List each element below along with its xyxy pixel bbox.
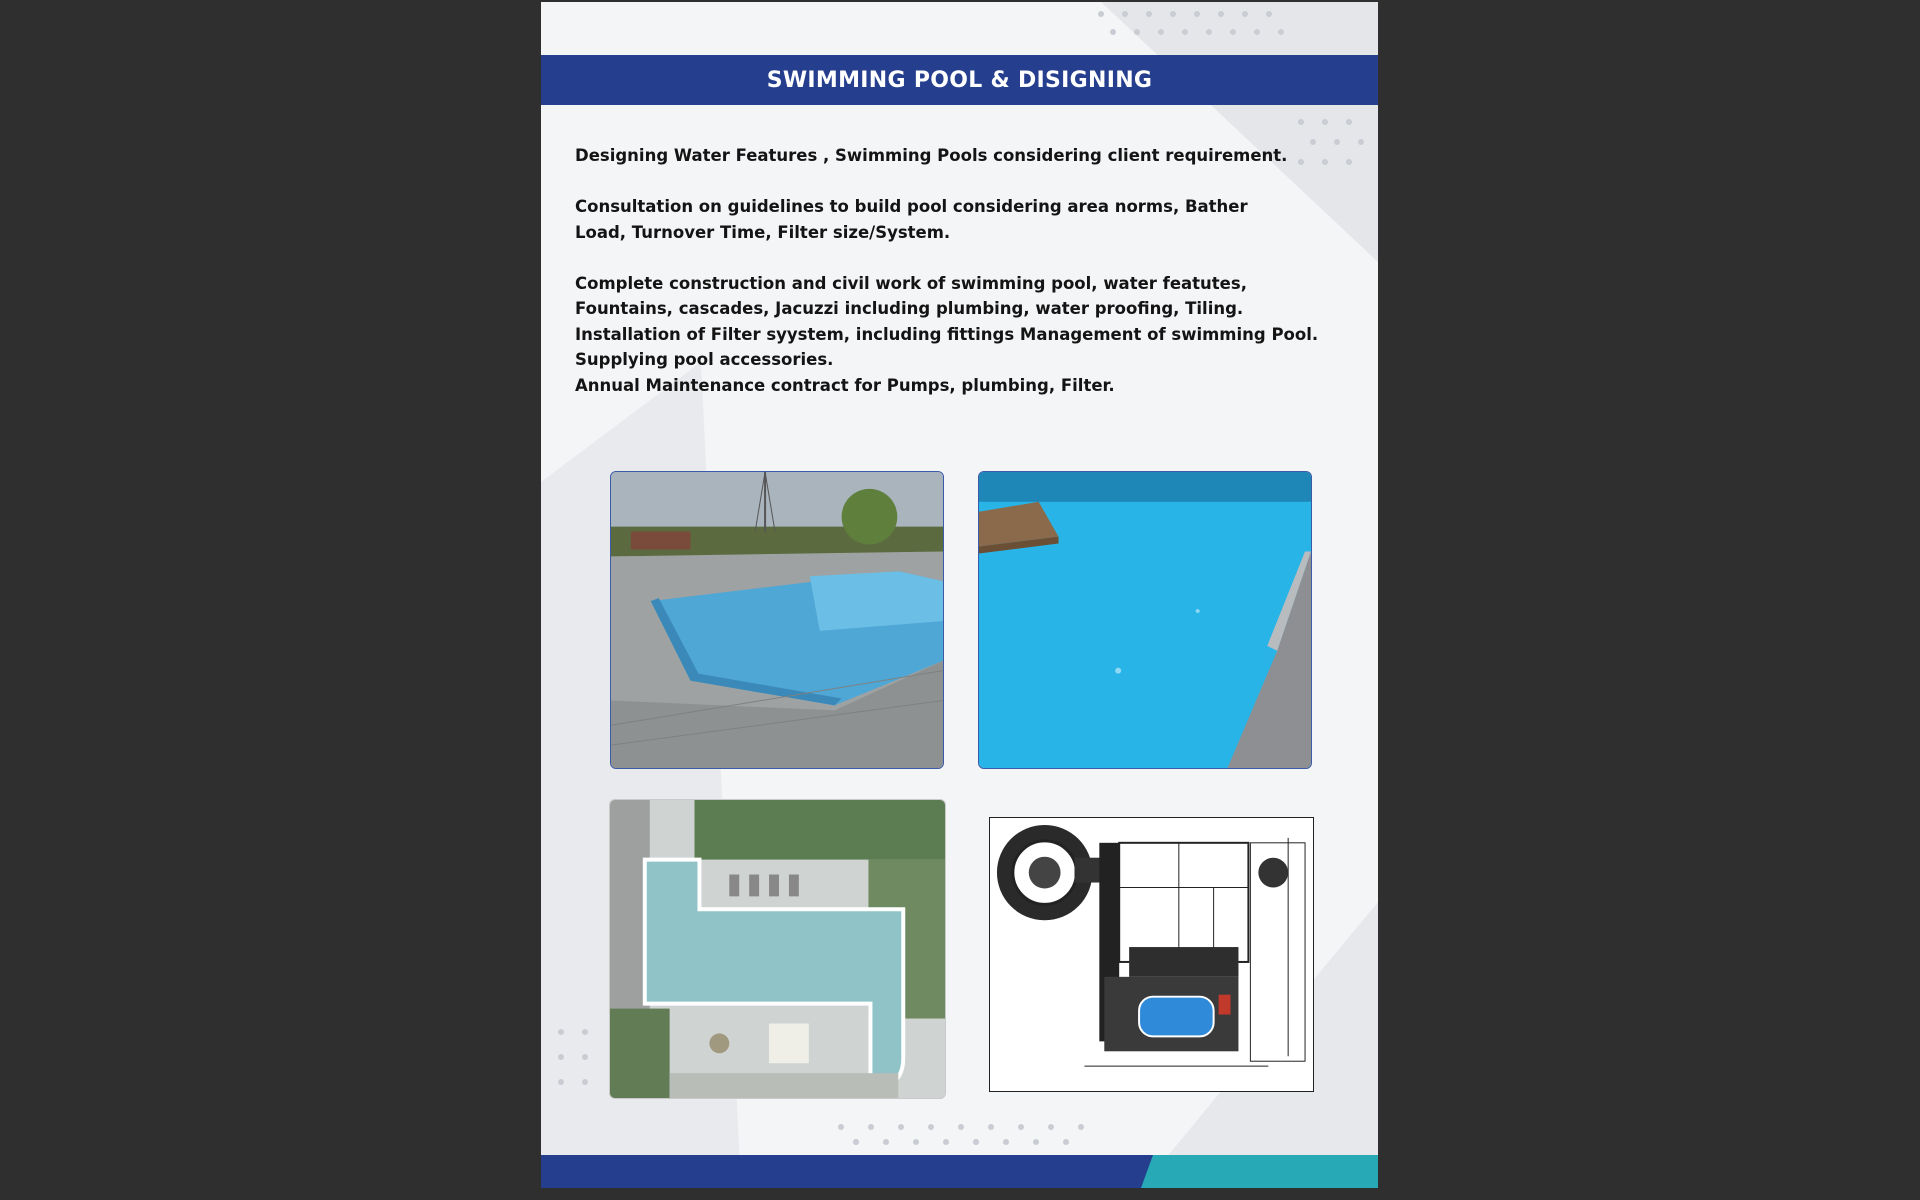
site-floor-plan-drawing [989,817,1314,1092]
finished-pool-water-photo [978,471,1312,769]
paragraph-design: Designing Water Features , Swimming Pools considering client requirement. [575,146,1288,165]
paragraph-consultation: Consultation on guidelines to build pool considering area norms, Bather Load, Turnover Time, Filter size/System. [575,197,1248,242]
paragraph-accessories: Supplying pool accessories. [575,350,834,369]
paragraph-construction: Complete construction and civil work of swimming pool, water featutes, Fountains, cascades, Jacuzzi including plumbing, water proofing, Tiling. [575,273,1247,318]
paragraph-maintenance: Annual Maintenance contract for Pumps, plumbing, Filter. [575,375,1115,395]
page-title: SWIMMING POOL & DISIGNING [766,67,1153,93]
footer-accent-bar [1141,1155,1378,1188]
paragraph-installation: Installation of Filter syystem, including fittings Management of swimming Pool. [575,324,1319,344]
pool-construction-photo [610,471,944,769]
document-page [541,2,1378,1188]
services-text [575,143,1355,398]
pool-plan-render [609,799,946,1099]
page-title-banner [541,55,1378,105]
